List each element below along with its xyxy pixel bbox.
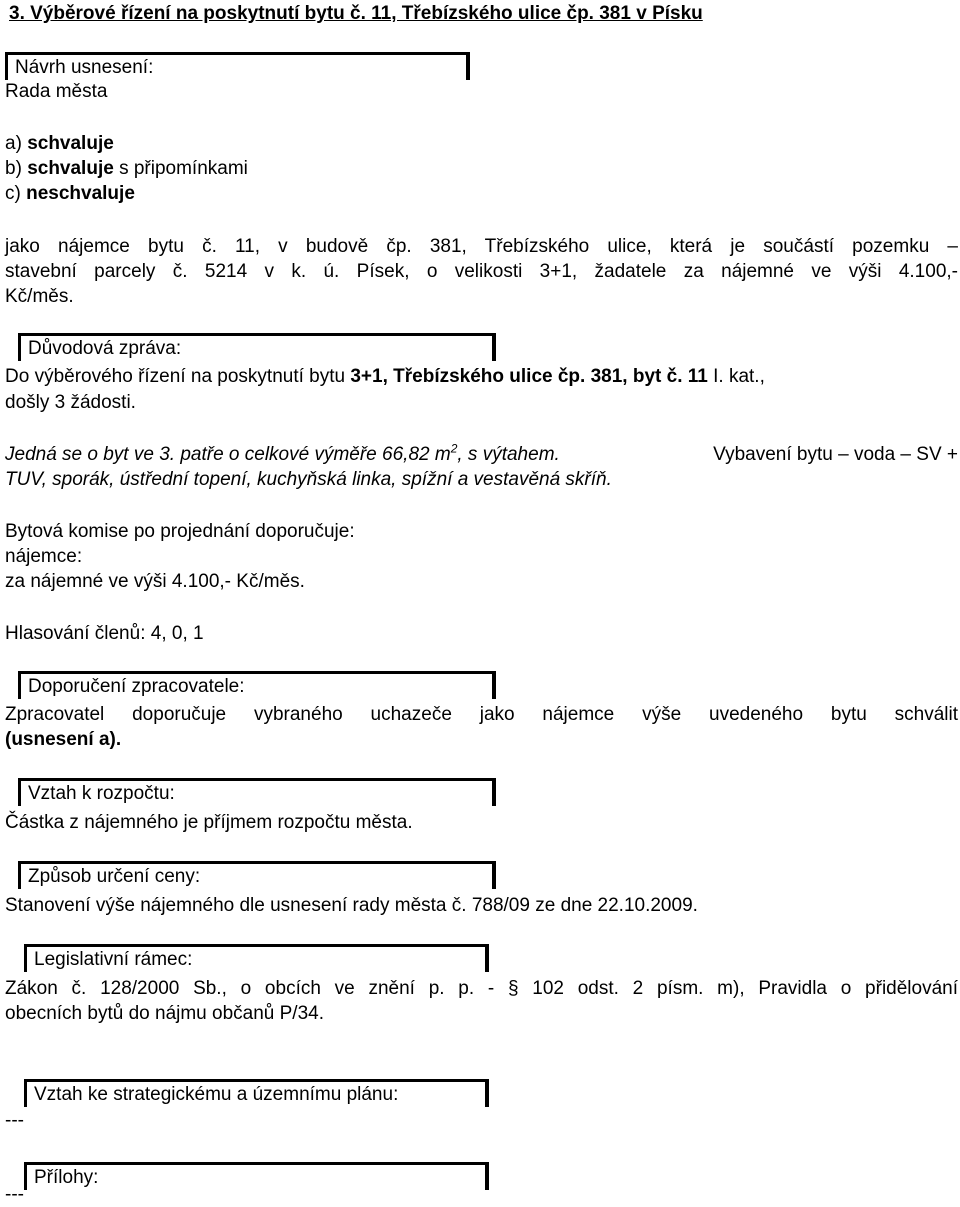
section-header-strategy [24, 1079, 489, 1107]
legislation-line-2: obecních bytů do nájmu občanů P/34. [5, 1003, 325, 1024]
justification-line-2: došly 3 žádosti. [5, 392, 136, 413]
section-header-label: Vztah ke strategickému a územnímu plánu: [34, 1084, 399, 1105]
pricing-text: Stanovení výše nájemného dle usnesení rady města č. 788/09 ze dne 22.10.2009. [5, 895, 698, 916]
proposal-intro: Rada města [5, 81, 108, 102]
proposal-option-a: a) schvaluje [5, 133, 114, 154]
section-header-label: Způsob určení ceny: [28, 866, 201, 887]
section-header-label: Návrh usnesení: [15, 57, 154, 78]
commission-tenant: nájemce: [5, 546, 83, 567]
section-header-label: Přílohy: [34, 1167, 99, 1188]
commission-rent: za nájemné ve výši 4.100,- Kč/měs. [5, 571, 305, 592]
section-header-recommendation [18, 671, 496, 699]
section-header-justification [18, 333, 496, 361]
section-header-label: Doporučení zpracovatele: [28, 676, 245, 697]
flat-description-line-1: Jedná se o byt ve 3. patře o celkové výměře 66,82 $m^2$, s výtahem. Vybavení bytu – voda – SV + [5, 441, 958, 465]
recommendation-line-2: (usnesení a). [5, 729, 122, 750]
commission-recommendation: Bytová komise po projednání doporučuje: [5, 521, 355, 542]
proposal-option-c: c) neschvaluje [5, 183, 135, 204]
legislation-line-1: Zákon č. 128/2000 Sb., o obcích ve znění p. p. - § 102 odst. 2 písm. m), Pravidla o přidělování [5, 978, 958, 999]
proposal-text-line-2: stavební parcely č. 5214 v k. ú. Písek, o velikosti 3+1, žadatele za nájemné ve výši 4.100,- [5, 261, 958, 282]
section-header-budget [18, 778, 496, 806]
strategy-text: --- [5, 1110, 24, 1131]
section-header-label: Důvodová zpráva: [28, 338, 182, 359]
section-header-legislation [24, 944, 489, 972]
section-header-label: Vztah k rozpočtu: [28, 783, 175, 804]
proposal-option-b: b) schvaluje s připomínkami [5, 158, 248, 179]
section-header-label: Legislativní rámec: [34, 949, 193, 970]
agenda-item-title: 3. Výběrové řízení na poskytnutí bytu č. 11, Třebízského ulice čp. 381 v Písku [9, 3, 703, 24]
attachments-text: --- [5, 1184, 24, 1205]
proposal-text-line-3: Kč/měs. [5, 286, 74, 307]
proposal-text-line-1: jako nájemce bytu č. 11, v budově čp. 381, Třebízského ulice, která je součástí pozemku – [5, 236, 958, 257]
commission-vote: Hlasování členů: 4, 0, 1 [5, 623, 204, 644]
recommendation-line-1: Zpracovatel doporučuje vybraného uchazeče jako nájemce výše uvedeného bytu schválit [5, 704, 958, 725]
section-header-pricing [18, 861, 496, 889]
flat-description-line-2: TUV, sporák, ústřední topení, kuchyňská linka, spížní a vestavěná skříň. [5, 469, 612, 490]
budget-text: Částka z nájemného je příjmem rozpočtu města. [5, 812, 413, 833]
section-header-attachments [24, 1162, 489, 1190]
section-header-proposal [5, 52, 470, 80]
justification-line-1: Do výběrového řízení na poskytnutí bytu 3+1, Třebízského ulice čp. 381, byt č. 11 I. kat., [5, 366, 765, 387]
